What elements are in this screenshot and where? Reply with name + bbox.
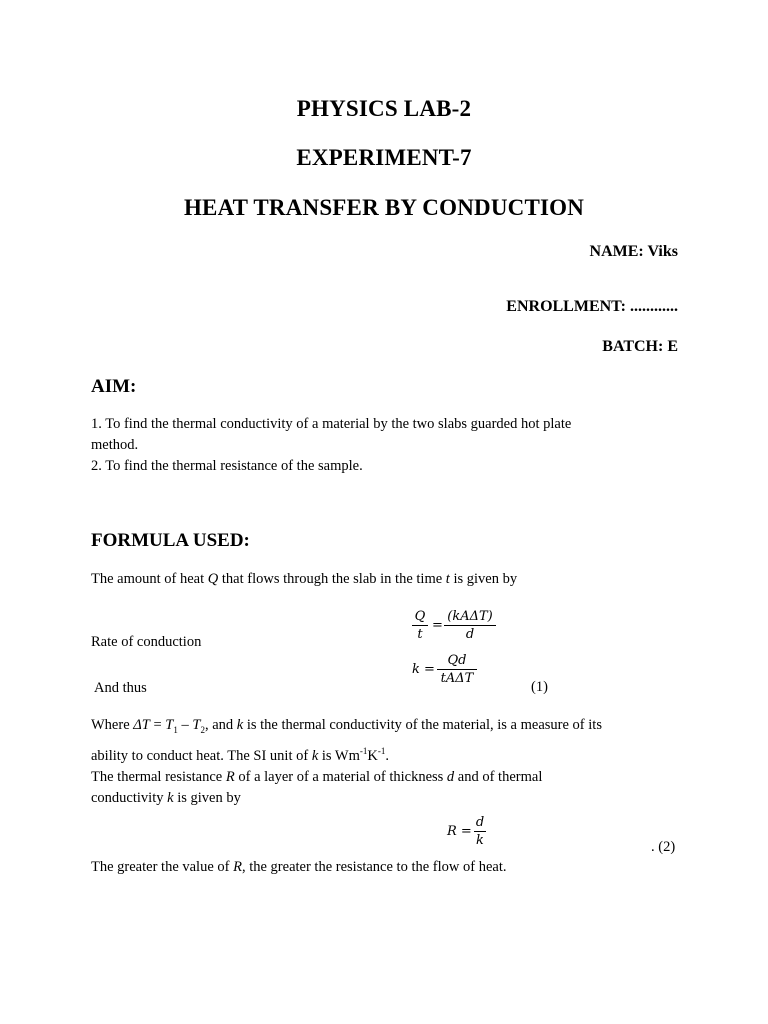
aim-item-2: 2. To find the thermal resistance of the sample. [91,458,363,474]
r-fraction: d k [475,815,485,848]
k-fraction: Qd tAΔT [437,653,477,686]
explanation-paragraph: Where $\Delta T = T_1 - T_2$, and k is the thermal conductivity of the material, is a measure of its ability to conduct heat. The SI unit of k is $Wm^{-1}K^{-1}$. The thermal resistance R of a layer of a material of thickness d and of thermal conductivity k is given by [91,717,602,806]
aim-item-1-line-1: 1. To find the thermal conductivity of a material by the two slabs guarded hot plate [91,416,572,432]
aim-heading: AIM: [91,376,137,397]
rate-label: Rate of conduction [91,634,202,650]
rate-rhs-fraction: (kAΔT) d [444,609,496,642]
r-lhs: R = [447,824,472,839]
rate-lhs-fraction: Q t [412,609,428,642]
aim-item-1-line-2: method. [91,437,139,453]
enrollment-number: ENROLLMENT: ............ [506,298,678,315]
rate-equals: = [432,618,443,633]
equation-2-number: . (2) [651,839,676,855]
thus-label: And thus [94,680,147,696]
student-name: NAME: Viks [589,243,678,260]
k-lhs: k = [412,662,435,677]
batch: BATCH: E [602,338,678,355]
formula-intro: The amount of heat Q that flows through the slab in the time t is given by [91,571,518,587]
experiment-title: EXPERIMENT-7 [296,145,472,170]
aim-list [91,414,679,477]
formula-heading: FORMULA USED: [91,530,250,551]
page-title: HEAT TRANSFER BY CONDUCTION [183,195,585,220]
conclusion-line: The greater the value of R, the greater the resistance to the flow of heat. [91,859,507,875]
course-title: PHYSICS LAB-2 [296,96,472,121]
equation-1-number: (1) [531,679,548,695]
